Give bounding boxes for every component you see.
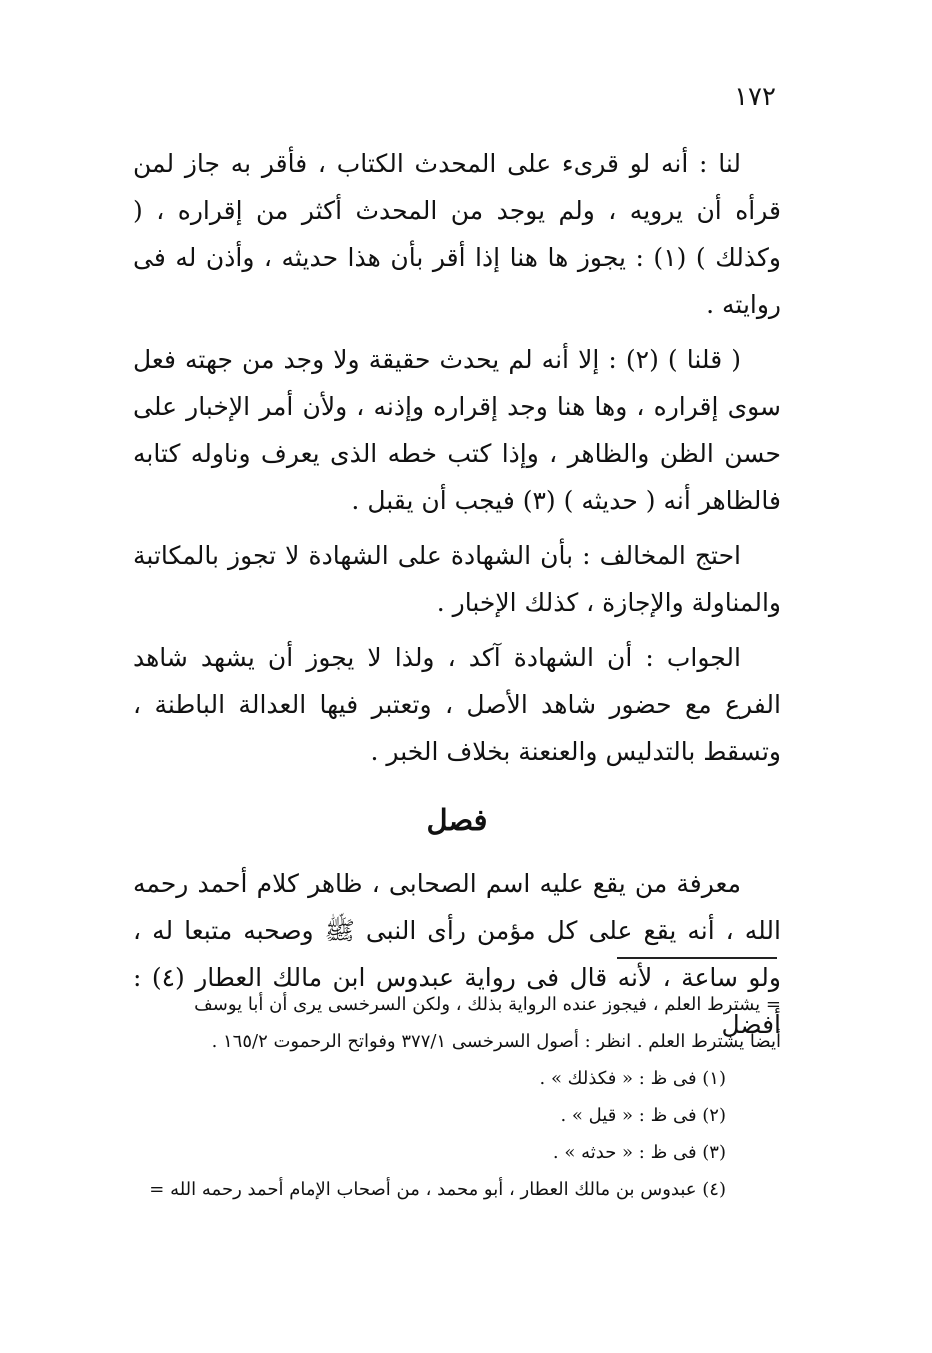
paragraph-5: معرفة من يقع عليه اسم الصحابى ، ظاهر كلام أحمد رحمه الله ، أنه يقع على كل مؤمن رأى النبى ﷺ وصحبه متبعا له ، ولو ساعة ، لأنه قال فى رواية عبدوس ابن مالك العطار (٤) : أفضل [133, 869, 782, 1039]
paragraph-3: احتج المخالف : بأن الشهادة على الشهادة لا تجوز بالمكاتبة والمناولة والإجازة ، كذلك الإخبار . [133, 541, 781, 617]
footnote-1: (١) فى ظ : « فكذلك » . [539, 1068, 726, 1089]
footnote-continued-line-1: = يشترط العلم ، فيجوز عنده الرواية بذلك ، ولكن السرخسى يرى أن أبا يوسف [194, 994, 781, 1015]
paragraph-4: الجواب : أن الشهادة آكد ، ولذا لا يجوز أن يشهد شاهد الفرع مع حضور شاهد الأصل ، وتعتبر فيها العدالة الباطنة ، وتسقط بالتدليس والعنعنة بخلاف الخبر . [133, 643, 781, 766]
section-heading: فصل [426, 803, 488, 837]
paragraph-2: ( قلنا ) (٢) : إلا أنه لم يحدث حقيقة ولا وجد من جهته فعل سوى إقراره ، وها هنا وجد إقراره وإذنه ، ولأن أمر الإخبار على حسن الظن والظاهر ، وإذا كتب خطه الذى يعرف وناوله كتابه فالظاهر أنه ( حديثه ) (٣) فيجب أن يقبل . [133, 345, 781, 515]
paragraph-1: لنا : أنه لو قرىء على المحدث الكتاب ، فأقر به جاز لمن قرأه أن يرويه ، ولم يوجد من المحدث أكثر من إقراره ، ( وكذلك ) (١) : يجوز ها هنا إذا أقر بأن هذا حديثه ، وأذن له فى روايته . [133, 149, 781, 319]
footnote-3: (٣) فى ظ : « حدثه » . [552, 1142, 726, 1163]
footnotes [133, 986, 781, 1208]
footnote-2: (٢) فى ظ : « قيل » . [560, 1105, 726, 1126]
footnote-separator [617, 957, 777, 959]
footnote-continued-line-2: أيضا يشترط العلم . انظر : أصول السرخسى ٣٧٧/١ وفواتح الرحموت ١٦٥/٢ . [211, 1031, 781, 1052]
page-number: ١٧٢ [734, 82, 776, 112]
main-text [133, 140, 781, 1056]
footnote-4: (٤) عبدوس بن مالك العطار ، أبو محمد ، من أصحاب الإمام أحمد رحمه الله = [149, 1179, 726, 1200]
